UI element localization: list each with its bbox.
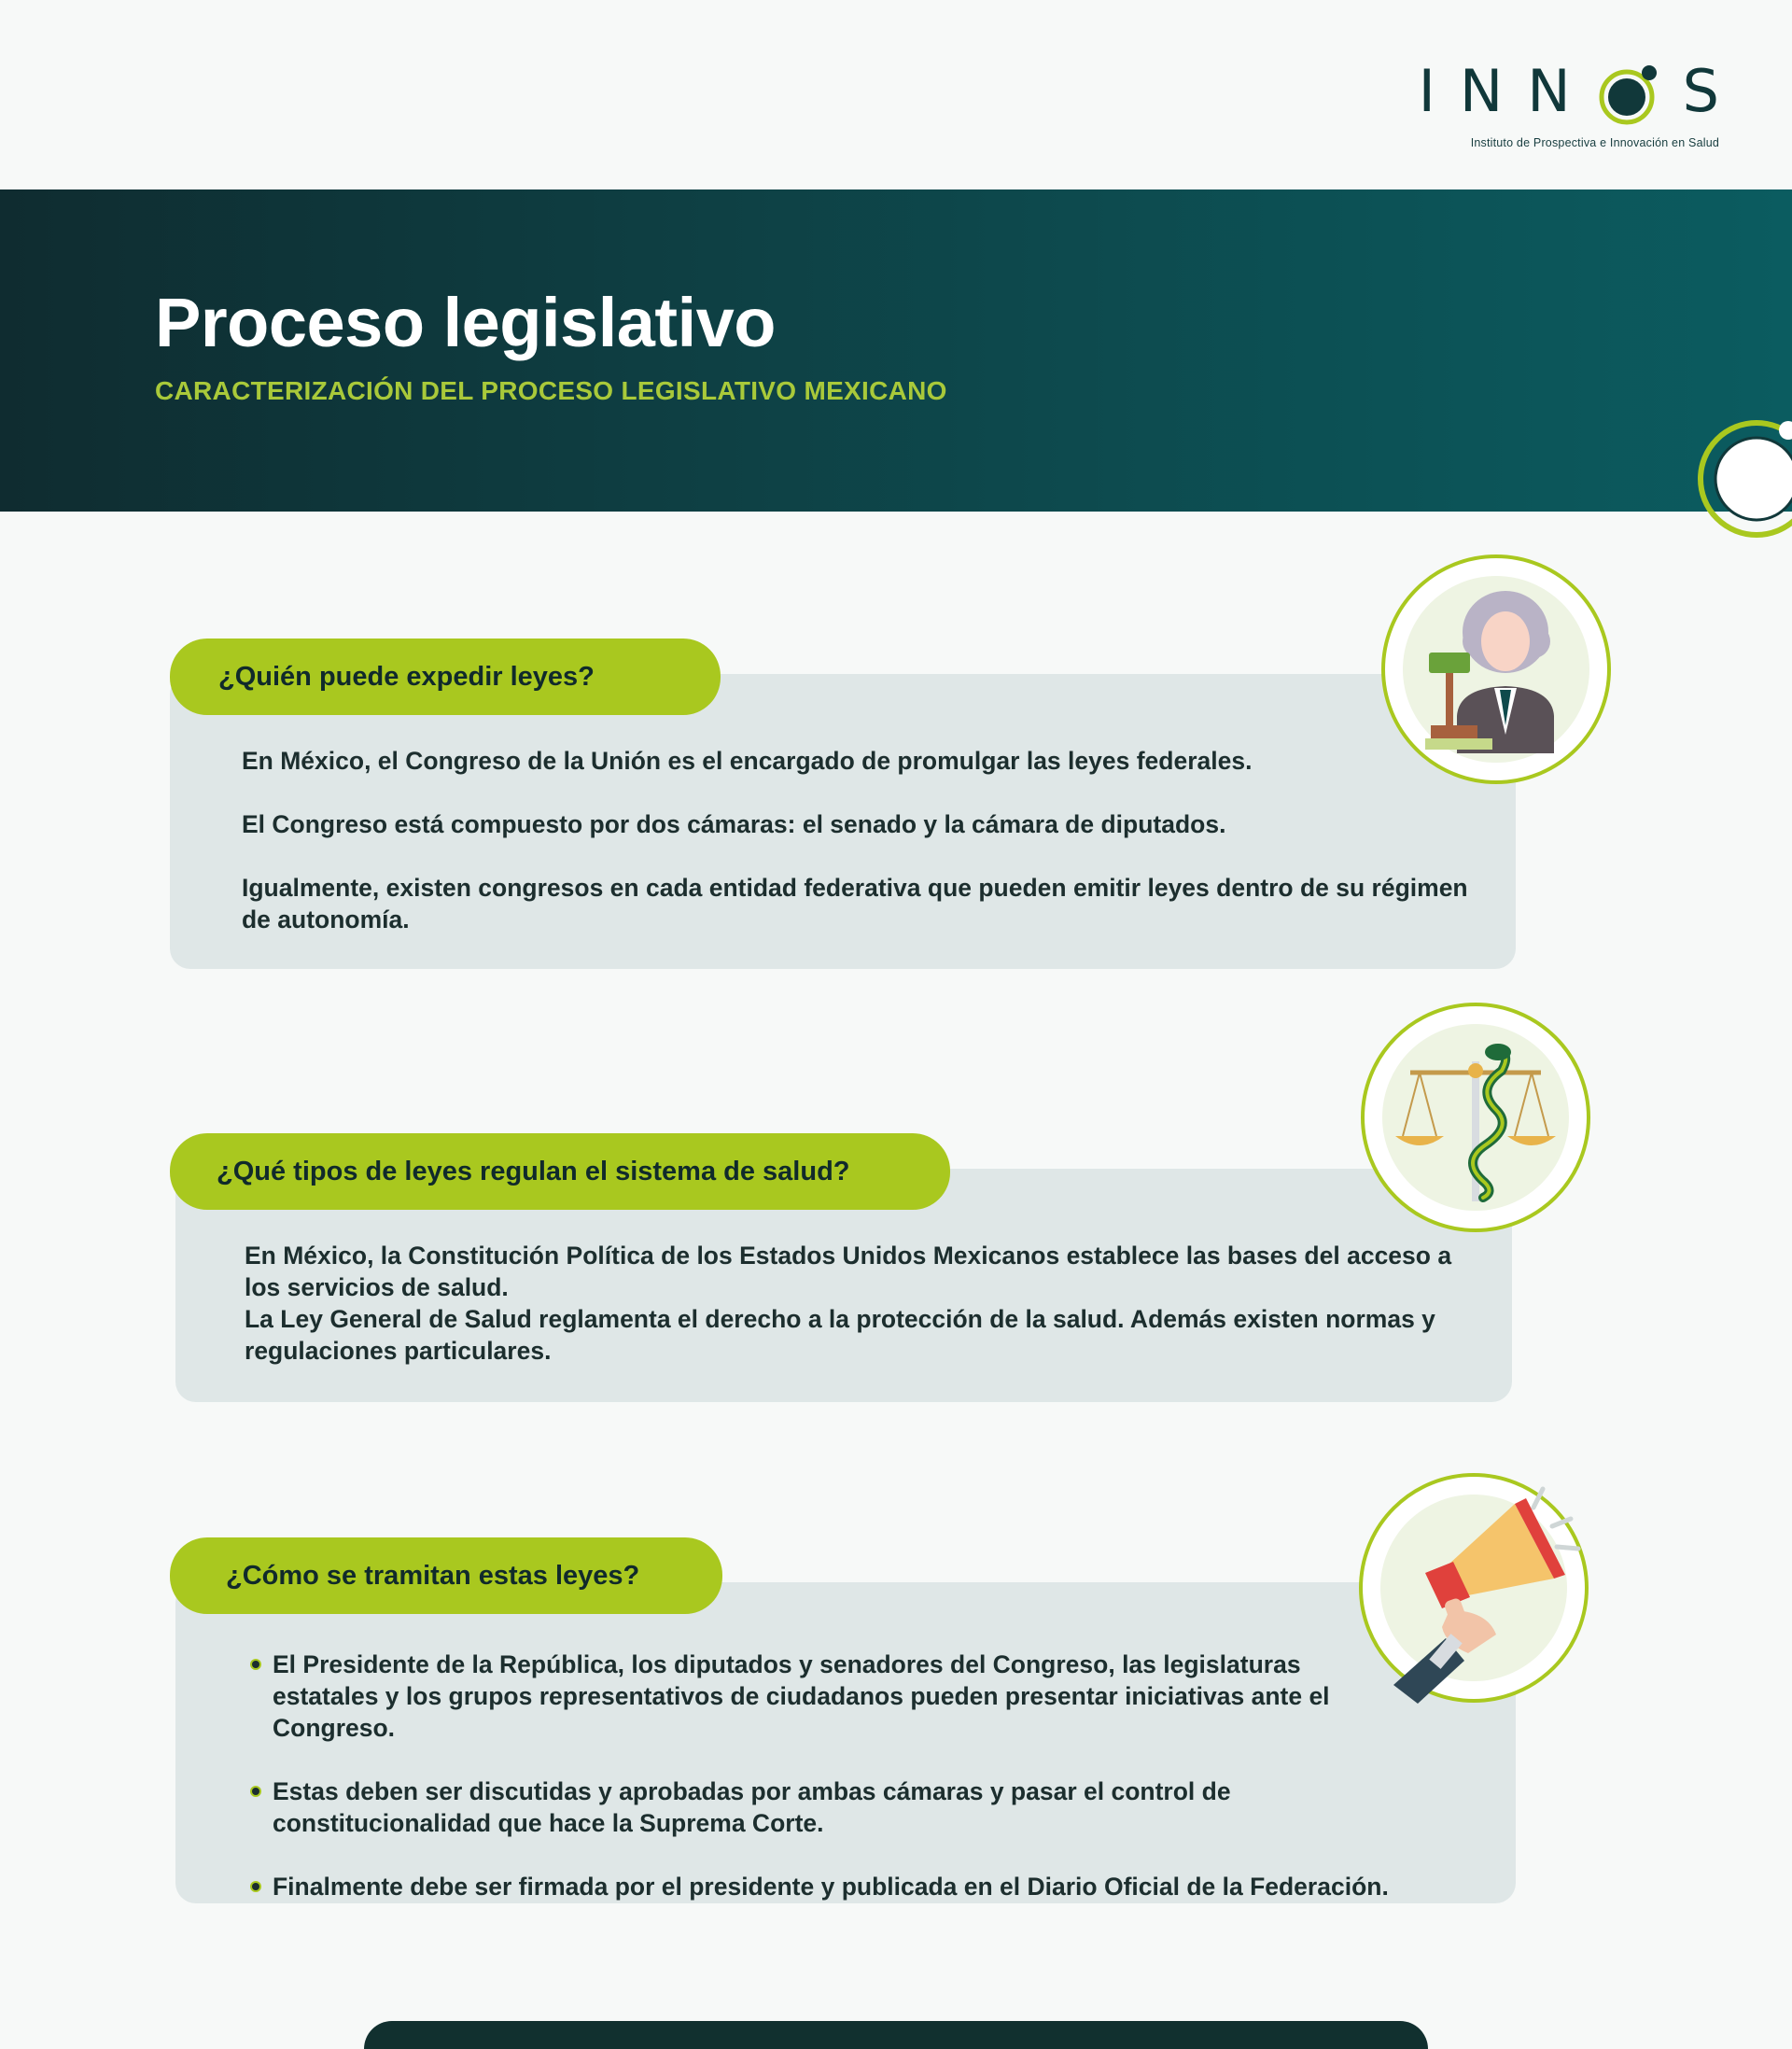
section-body-how bbox=[252, 1649, 1400, 1902]
hero-banner bbox=[0, 189, 1792, 512]
law-health-badge bbox=[1361, 1003, 1590, 1232]
section-heading-who: ¿Quién puede expedir leyes? bbox=[170, 639, 721, 715]
section-heading-types: ¿Qué tipos de leyes regulan el sistema de salud? bbox=[170, 1133, 950, 1210]
paragraph: En México, el Congreso de la Unión es el encargado de promulgar las leyes federales. bbox=[242, 747, 1253, 775]
list-item: Finalmente debe ser firmada por el presidente y publicada en el Diario Oficial de la Federación. bbox=[252, 1871, 1400, 1902]
logo-o-icon bbox=[1595, 62, 1662, 129]
paragraph: Igualmente, existen congresos en cada entidad federativa que pueden emitir leyes dentro de su régimen de autonomía. bbox=[242, 874, 1468, 933]
list-item: Estas deben ser discutidas y aprobadas por ambas cámaras y pasar el control de constitucionalidad que hace la Suprema Corte. bbox=[252, 1775, 1400, 1839]
section-body-types bbox=[245, 1240, 1458, 1367]
megaphone-badge bbox=[1359, 1473, 1589, 1703]
logo-letter-i: I bbox=[1418, 57, 1460, 125]
logo-subtitle: Instituto de Prospectiva e Innovación en Salud bbox=[1470, 136, 1719, 149]
logo-letter-n1: N bbox=[1459, 57, 1528, 125]
paragraph: En México, la Constitución Política de los Estados Unidos Mexicanos establece las bases del acceso a los servicios de salud. bbox=[245, 1242, 1452, 1301]
decorative-ring-icon bbox=[1689, 417, 1792, 548]
megaphone-icon bbox=[1356, 1470, 1599, 1713]
logo-letter-n2: N bbox=[1527, 57, 1595, 125]
judge-icon bbox=[1403, 576, 1589, 763]
scales-caduceus-icon bbox=[1382, 1024, 1569, 1211]
page-subtitle: CARACTERIZACIÓN DEL PROCESO LEGISLATIVO MEXICANO bbox=[155, 376, 947, 405]
judge-badge bbox=[1381, 554, 1611, 784]
section-heading-how: ¿Cómo se tramitan estas leyes? bbox=[170, 1537, 722, 1614]
innos-logo bbox=[1418, 57, 1719, 149]
page-title: Proceso legislativo bbox=[155, 284, 776, 361]
list-item: El Presidente de la República, los diputados y senadores del Congreso, las legislaturas estatales y los grupos representativos de ciudadanos pueden presentar iniciativas ante el Congreso. bbox=[252, 1649, 1400, 1744]
paragraph: El Congreso está compuesto por dos cámaras: el senado y la cámara de diputados. bbox=[242, 810, 1226, 838]
paragraph: La Ley General de Salud reglamenta el derecho a la protección de la salud. Además existen normas y regulaciones particulares. bbox=[245, 1305, 1435, 1365]
footer-bar bbox=[364, 2021, 1428, 2049]
logo-letter-s: S bbox=[1682, 57, 1719, 125]
section-body-who bbox=[242, 745, 1474, 935]
logo-wordmark bbox=[1418, 57, 1719, 125]
